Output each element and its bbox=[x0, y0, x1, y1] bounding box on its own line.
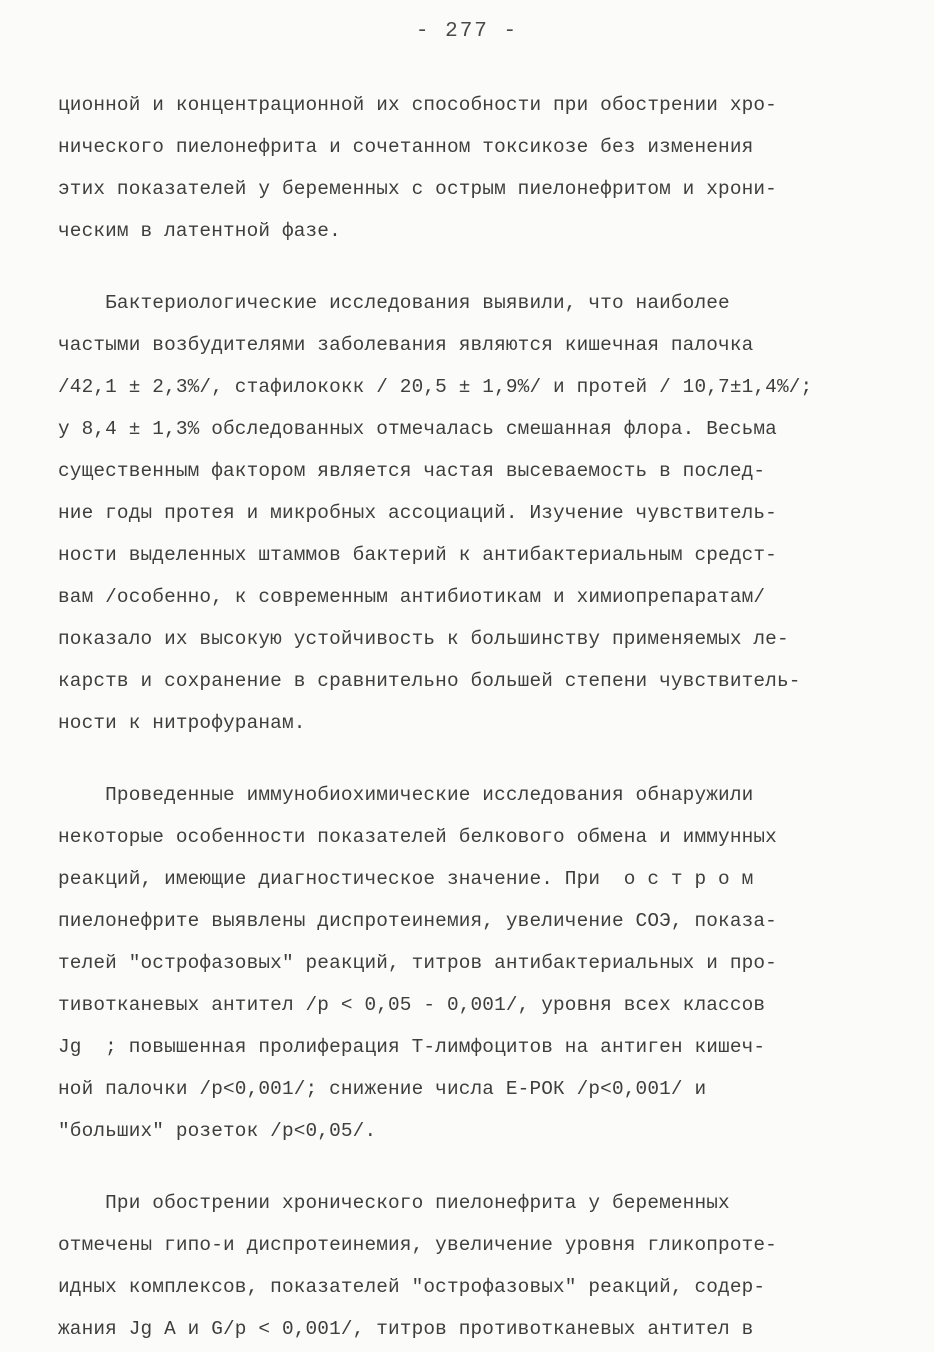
text-line: ческим в латентной фазе. bbox=[58, 220, 341, 242]
text-line: Бактериологические исследования выявили, что наиболее bbox=[58, 292, 730, 314]
text-line: существенным фактором является частая высеваемость в послед- bbox=[58, 460, 766, 482]
text-line: реакций, имеющие диагностическое значение. При о с т р о м bbox=[58, 868, 754, 890]
text-line: нического пиелонефрита и сочетанном токсикозе без изменения bbox=[58, 136, 754, 158]
text-line: вам /особенно, к современным антибиотикам и химиопрепаратам/ bbox=[58, 586, 766, 608]
text-line: При обострении хронического пиелонефрита у беременных bbox=[58, 1192, 730, 1214]
text-line: ционной и концентрационной их способности при обострении хро- bbox=[58, 94, 777, 116]
text-line: отмечены гипо-и диспротеинемия, увеличение уровня гликопроте- bbox=[58, 1234, 777, 1256]
text-line: Проведенные иммунобиохимические исследования обнаружили bbox=[58, 784, 754, 806]
text-line: /42,1 ± 2,3%/, стафилококк / 20,5 ± 1,9%/ и протей / 10,7±1,4%/; bbox=[58, 376, 813, 398]
text-line: у 8,4 ± 1,3% обследованных отмечалась смешанная флора. Весьма bbox=[58, 418, 777, 440]
text-line: ной палочки /p<0,001/; снижение числа Е-РОК /p<0,001/ и bbox=[58, 1078, 707, 1100]
text-line: тивотканевых антител /p < 0,05 - 0,001/, уровня всех классов bbox=[58, 994, 766, 1016]
text-line: показало их высокую устойчивость к большинству применяемых ле- bbox=[58, 628, 789, 650]
text-line: телей "острофазовых" реакций, титров антибактериальных и про- bbox=[58, 952, 777, 974]
text-line: ности к нитрофуранам. bbox=[58, 712, 306, 734]
text-line: жания Jg A и G/p < 0,001/, титров противотканевых антител в bbox=[58, 1318, 754, 1340]
text-line: частыми возбудителями заболевания являются кишечная палочка bbox=[58, 334, 754, 356]
paragraph-gap bbox=[58, 744, 858, 774]
text-line: ности выделенных штаммов бактерий к антибактериальным средст- bbox=[58, 544, 777, 566]
page-number: - 277 - bbox=[415, 20, 519, 43]
text-line: Jg ; повышенная пролиферация Т-лимфоцитов на антиген кишеч- bbox=[58, 1036, 766, 1058]
text-line: карств и сохранение в сравнительно большей степени чувствитель- bbox=[58, 670, 801, 692]
paragraph-gap bbox=[58, 1152, 858, 1182]
body-text bbox=[58, 84, 858, 1350]
text-line: "больших" розеток /p<0,05/. bbox=[58, 1120, 377, 1142]
text-line: пиелонефрите выявлены диспротеинемия, увеличение СОЭ, показа- bbox=[58, 910, 777, 932]
text-line: этих показателей у беременных с острым пиелонефритом и хрони- bbox=[58, 178, 777, 200]
text-line: идных комплексов, показателей "острофазовых" реакций, содер- bbox=[58, 1276, 766, 1298]
paragraph-gap bbox=[58, 252, 858, 282]
text-line: некоторые особенности показателей белкового обмена и иммунных bbox=[58, 826, 777, 848]
text-line: ние годы протея и микробных ассоциаций. Изучение чувствитель- bbox=[58, 502, 777, 524]
